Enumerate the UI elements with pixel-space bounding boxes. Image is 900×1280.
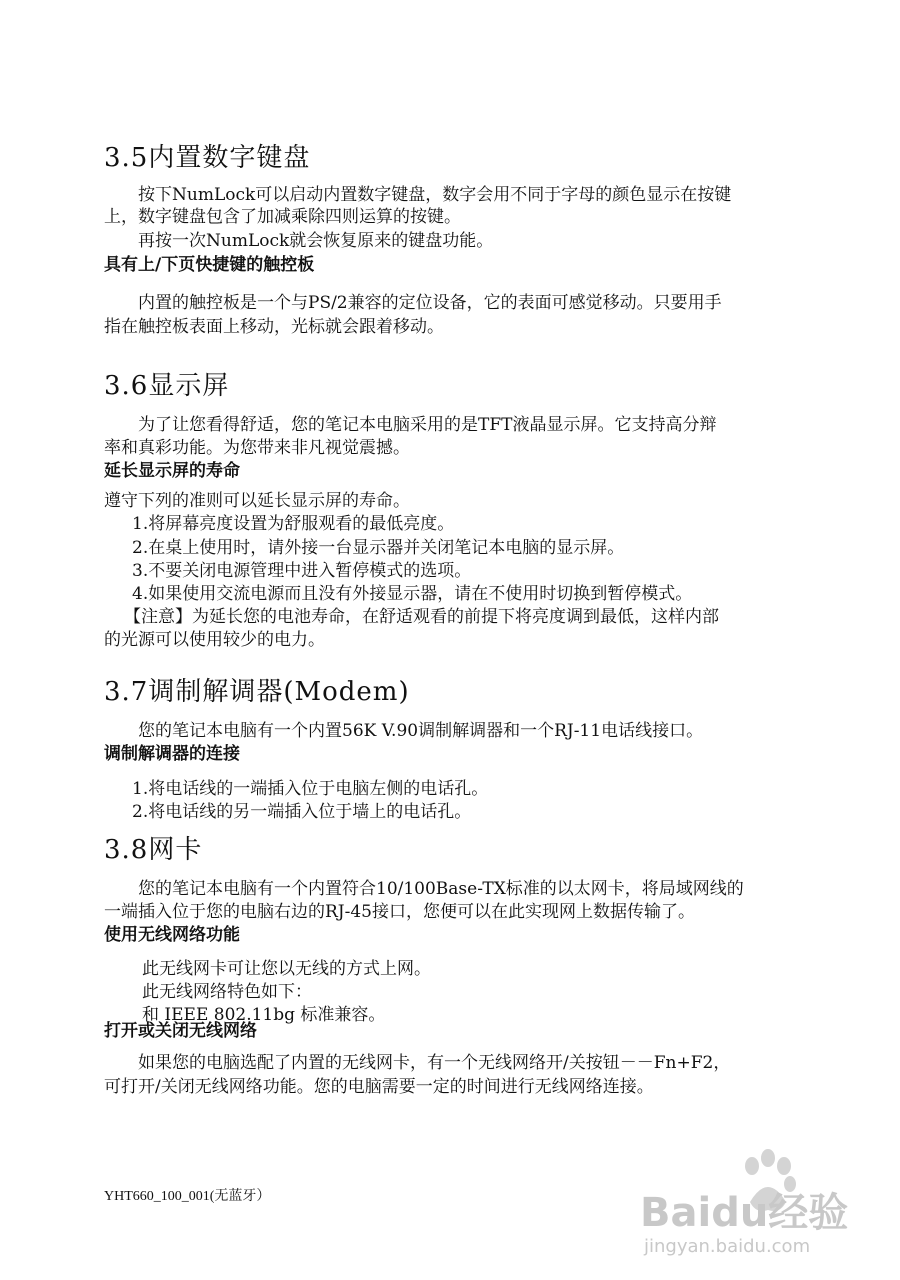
subheading-screen-life: 延长显示屏的寿命 bbox=[104, 461, 240, 481]
list-item: 1.将屏幕亮度设置为舒服观看的最低亮度。 bbox=[132, 514, 455, 534]
watermark-url: jingyan.baidu.com bbox=[644, 1236, 811, 1257]
paragraph-line: 为了让您看得舒适，您的笔记本电脑采用的是TFT液晶显示屏。它支持高分辩 bbox=[138, 415, 717, 435]
paragraph-line: 再按一次NumLock就会恢复原来的键盘功能。 bbox=[138, 231, 494, 251]
baidu-jingyan-watermark bbox=[640, 1140, 880, 1270]
paragraph-line: 您的笔记本电脑有一个内置符合10/100Base-TX标准的以太网卡，将局域网线的 bbox=[138, 879, 744, 899]
paragraph-line: 内置的触控板是一个与PS/2兼容的定位设备，它的表面可感觉移动。只要用手 bbox=[138, 293, 722, 313]
note-line: 【注意】为延长您的电池寿命，在舒适观看的前提下将亮度调到最低，这样内部 bbox=[124, 607, 719, 627]
list-item: 2.在桌上使用时，请外接一台显示器并关闭笔记本电脑的显示屏。 bbox=[132, 538, 625, 558]
paragraph-line: 上，数字键盘包含了加减乘除四则运算的按键。 bbox=[104, 207, 461, 227]
subheading-touchpad: 具有上/下页快捷键的触控板 bbox=[104, 255, 315, 275]
section-title-3-7: 3.7调制解调器(Modem) bbox=[104, 677, 410, 707]
paragraph-line: 此无线网络特色如下： bbox=[142, 982, 312, 1002]
list-item: 4.如果使用交流电源而且没有外接显示器，请在不使用时切换到暂停模式。 bbox=[132, 584, 693, 604]
list-item: 2.将电话线的另一端插入位于墙上的电话孔。 bbox=[132, 802, 472, 822]
paragraph-line: 此无线网卡可让您以无线的方式上网。 bbox=[142, 959, 431, 979]
paragraph-line: 如果您的电脑选配了内置的无线网卡，有一个无线网络开/关按钮－－Fn+F2， bbox=[138, 1053, 731, 1073]
paragraph-line: 和 IEEE 802.11bg 标准兼容。 bbox=[142, 1005, 386, 1025]
section-title-3-8: 3.8网卡 bbox=[104, 835, 203, 865]
note-line: 的光源可以使用较少的电力。 bbox=[104, 630, 325, 650]
watermark-brand: Baidu经验 bbox=[640, 1190, 849, 1236]
paragraph-line: 按下NumLock可以启动内置数字键盘，数字会用不同于字母的颜色显示在按键 bbox=[138, 185, 732, 205]
subheading-wireless-toggle: 打开或关闭无线网络 bbox=[104, 1021, 257, 1041]
paragraph-line: 一端插入位于您的电脑右边的RJ-45接口，您便可以在此实现网上数据传输了。 bbox=[104, 902, 695, 922]
section-title-3-5: 3.5内置数字键盘 bbox=[104, 143, 311, 173]
list-item: 3.不要关闭电源管理中进入暂停模式的选项。 bbox=[132, 561, 472, 581]
paragraph-line: 遵守下列的准则可以延长显示屏的寿命。 bbox=[104, 491, 410, 511]
paragraph-line: 指在触控板表面上移动，光标就会跟着移动。 bbox=[104, 317, 444, 337]
list-item: 1.将电话线的一端插入位于电脑左侧的电话孔。 bbox=[132, 779, 489, 799]
paragraph-line: 可打开/关闭无线网络功能。您的电脑需要一定的时间进行无线网络连接。 bbox=[104, 1077, 654, 1097]
paragraph-line: 率和真彩功能。为您带来非凡视觉震撼。 bbox=[104, 438, 410, 458]
document-footer: YHT660_100_001(无蓝牙） bbox=[104, 1189, 271, 1204]
subheading-modem-connection: 调制解调器的连接 bbox=[104, 744, 240, 764]
section-title-3-6: 3.6显示屏 bbox=[104, 371, 230, 401]
paragraph-line: 您的笔记本电脑有一个内置56K V.90调制解调器和一个RJ-11电话线接口。 bbox=[138, 721, 704, 741]
subheading-wireless: 使用无线网络功能 bbox=[104, 925, 240, 945]
